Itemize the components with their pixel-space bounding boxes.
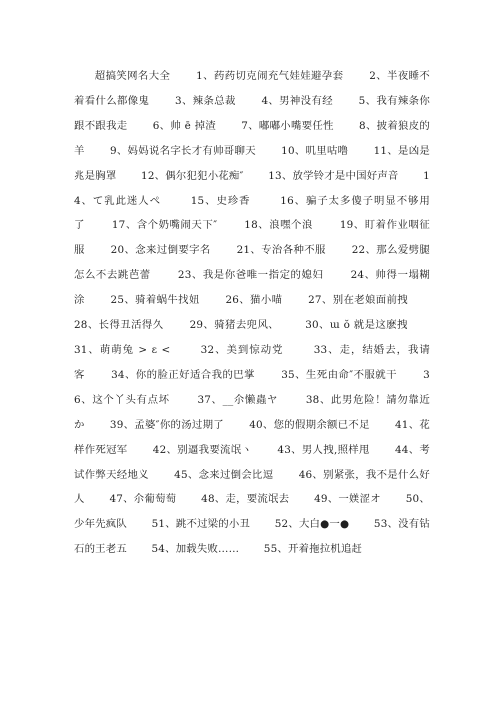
list-item: 54、加载失败…… [151,543,240,556]
list-item: 52、大白●一● [274,518,350,531]
list-item: 31、萌萌兔 > ε < [74,343,171,356]
list-item: 32、美到惊动党 [200,343,284,356]
list-item: 24、帅得一塌糊涂 [74,269,430,307]
list-item: 1、药药切克闹充气娃娃避孕套 [196,70,344,82]
list-item: 37、__尒懒蟲ヤ [197,393,279,406]
list-item: 9、妈妈说名字长才有帅哥聊天 [109,144,256,157]
list-item: 17、含个奶嘴闹天下″ [111,219,218,232]
list-item: 2、半夜睡不着看什么都像鬼 [74,70,430,107]
list-item: 47、尒葡萄萄 [109,493,177,506]
list-item: 48、走，要流氓去 [201,493,290,506]
list-item: 23、我是你爸唯一指定的媳妇 [177,269,324,282]
list-item: 36、这个丫头有点坏 [74,368,430,406]
list-item: 4、男神没有经 [261,94,333,107]
list-item: 38、此男危险！請勿靠近か [74,393,430,431]
list-item: 50、少年先疯队 [74,493,431,531]
list-item: 12、偶尔犯犯小花痴″ [141,169,244,182]
document-body [74,64,430,562]
list-item: 53、没有钻石的王老五 [74,518,430,556]
list-item: 27、别在老娘面前拽 [308,294,409,307]
list-item: 26、猫小喵 [225,294,283,307]
list-item: 55、开着拖拉机追赶 [263,543,363,556]
list-item: 42、别逼我要流氓ヽ [152,443,253,456]
list-item: 45、念来过倒会比逗 [174,468,274,481]
list-item: 20、念来过倒要字名 [110,244,211,257]
list-item: 33、走，结婚去，我请客 [74,343,431,381]
list-item: 10、叽里咕噜 [281,144,349,157]
list-item: 15、史珍香 [190,194,251,207]
list-item: 8、披着狼皮的羊 [74,119,431,157]
list-item: 16、骗子太多傻子明显不够用了 [74,194,430,232]
list-item: 18、浪嘿个浪 [244,219,313,232]
list-item: 28、长得丑活得久 [74,319,164,332]
list-item: 7、嘟嘟小嘴要任性 [241,119,334,132]
list-item: 6、帅 ē 掉渣 [152,119,217,132]
list-item: 30、ɯ ŏ 就是这麽拽 [305,319,408,332]
list-item: 29、骑猪去兜风、 [189,319,280,332]
list-item: 51、跳不过梁的小丑 [151,518,251,531]
list-item: 44、考试作弊天经地义 [74,443,430,481]
list-item: 13、放学铃才是中国好声音 [268,169,399,182]
list-item: 25、骑着蜗牛找妞 [110,294,200,307]
list-item: 19、盯着作业咽征服 [74,219,430,257]
list-item: 5、我有辣条你跟不跟我走 [74,94,430,132]
list-item: 3、辣条总裁 [174,94,236,107]
list-item: 35、生死由命″不服就干 [281,368,397,381]
list-item: 11、是凶是兆是胸罩 [74,144,430,182]
list-item: 14、て乳此迷人ぺ [74,169,430,207]
list-item: 41、花样作死冠军 [74,418,430,456]
list-item: 21、专治各种不服 [236,244,326,257]
document-title: 超搞笑网名大全 [94,70,171,82]
list-item: 46、别紧张，我不是什么好人 [74,468,430,506]
list-item: 49、一媄涩オ [314,493,381,506]
list-item: 22、那么爱劈腿怎么不去跳芭蕾 [74,244,431,282]
list-item: 40、您的假期余额已不足 [249,418,370,431]
list-item: 34、你的脸正好适合我的巴掌 [111,368,255,381]
list-item: 39、孟婆″你的汤过期了 [109,418,224,431]
list-item: 43、男人拽,照样甩 [277,443,370,456]
